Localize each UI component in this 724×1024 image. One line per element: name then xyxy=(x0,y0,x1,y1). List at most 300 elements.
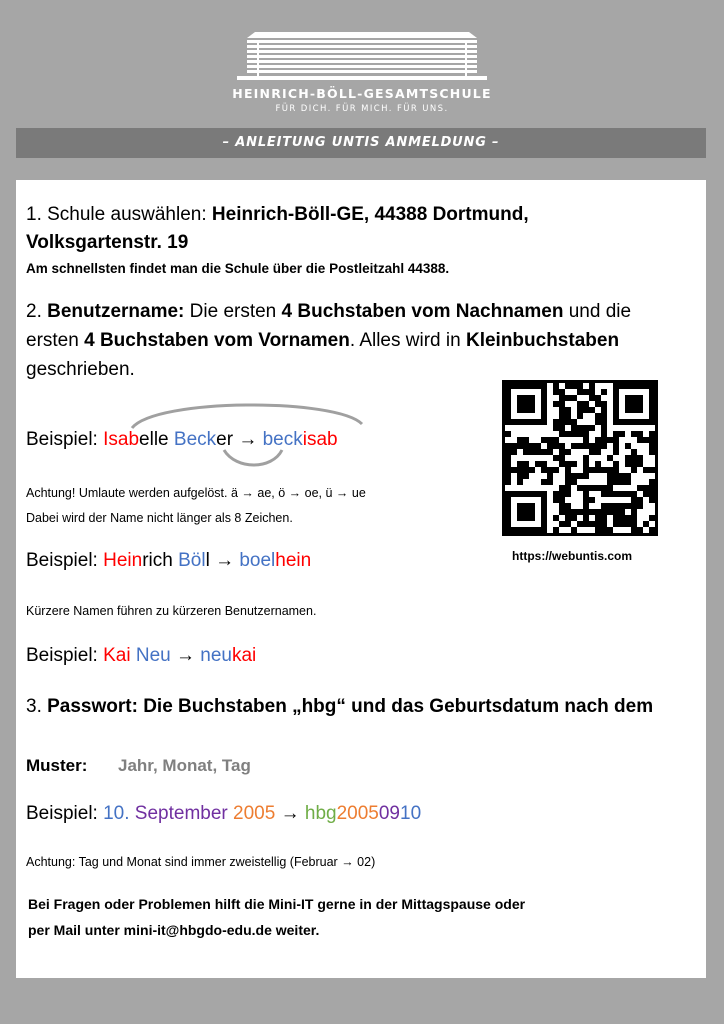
qr-module xyxy=(649,449,655,455)
qr-module xyxy=(649,437,655,443)
example4-result-hbg: hbg xyxy=(304,803,337,824)
qr-module xyxy=(637,461,643,467)
qr-module xyxy=(523,461,529,467)
qr-module xyxy=(523,437,529,443)
qr-module xyxy=(607,437,613,443)
qr-module xyxy=(595,449,601,455)
qr-module xyxy=(553,437,559,443)
qr-module xyxy=(577,425,583,431)
qr-module xyxy=(547,467,553,473)
qr-module xyxy=(565,485,571,491)
qr-module xyxy=(553,455,559,461)
qr-module xyxy=(583,437,589,443)
qr-module xyxy=(631,497,637,503)
step2-line3: geschrieben. xyxy=(26,359,135,380)
qr-module xyxy=(553,419,559,425)
step1-school: Heinrich-Böll-GE, 44388 Dortmund, xyxy=(211,204,529,225)
qr-module xyxy=(601,437,607,443)
example3-arrow: → xyxy=(170,645,201,666)
qr-module xyxy=(619,479,625,485)
qr-module xyxy=(505,449,511,455)
qr-module xyxy=(553,443,559,449)
example1-label: Beispiel: xyxy=(26,429,104,450)
qr-module xyxy=(571,479,577,485)
example4-result-year: 2005 xyxy=(336,803,379,824)
qr-module xyxy=(583,443,589,449)
qr-module xyxy=(523,443,529,449)
qr-module xyxy=(625,479,631,485)
example3-line xyxy=(26,645,256,667)
qr-module xyxy=(601,521,607,527)
qr-module xyxy=(601,443,607,449)
qr-module xyxy=(595,515,601,521)
qr-module xyxy=(595,509,601,515)
qr-module xyxy=(577,443,583,449)
qr-module xyxy=(553,527,559,533)
qr-module xyxy=(505,461,511,467)
qr-module xyxy=(631,527,637,533)
qr-module xyxy=(505,431,511,437)
qr-module xyxy=(505,473,511,479)
qr-module xyxy=(505,467,511,473)
qr-module xyxy=(631,515,637,521)
qr-module xyxy=(625,515,631,521)
qr-module xyxy=(613,461,619,467)
qr-module xyxy=(601,503,607,509)
qr-module xyxy=(631,455,637,461)
qr-module xyxy=(577,383,583,389)
qr-module xyxy=(595,395,601,401)
qr-module xyxy=(571,461,577,467)
qr-module xyxy=(577,413,583,419)
qr-module xyxy=(607,455,613,461)
qr-module xyxy=(607,491,613,497)
example3-label: Beispiel: xyxy=(26,645,104,666)
qr-module xyxy=(649,515,655,521)
qr-module xyxy=(637,431,643,437)
example1-arrow: → xyxy=(233,429,263,450)
qr-module xyxy=(595,461,601,467)
qr-module xyxy=(577,431,583,437)
example4-day: 10. xyxy=(103,803,130,824)
umlaut-note-line1: Achtung! Umlaute werden aufgelöst. ä → ae, ö → oe, ü → ue xyxy=(26,486,366,500)
qr-code[interactable] xyxy=(502,380,658,541)
qr-module xyxy=(559,503,565,509)
qr-module xyxy=(583,485,589,491)
step2-bold2: 4 Buchstaben vom Vornamen xyxy=(84,330,350,351)
qr-module xyxy=(583,509,589,515)
qr-module xyxy=(547,449,553,455)
qr-module xyxy=(637,485,643,491)
step1-hint: Am schnellsten findet man die Schule über die Postleitzahl 44388. xyxy=(26,261,450,276)
qr-module xyxy=(553,389,559,395)
qr-module xyxy=(583,467,589,473)
qr-module xyxy=(589,509,595,515)
example3-result-b: kai xyxy=(231,645,257,666)
qr-module xyxy=(547,473,553,479)
qr-module xyxy=(625,473,631,479)
qr-module xyxy=(577,485,583,491)
qr-module xyxy=(559,443,565,449)
qr-module xyxy=(637,527,643,533)
example1-result-a: beck xyxy=(262,429,303,450)
qr-module xyxy=(553,497,559,503)
qr-module xyxy=(583,515,589,521)
qr-module xyxy=(547,479,553,485)
qr-module xyxy=(583,431,589,437)
qr-module xyxy=(541,467,547,473)
qr-module xyxy=(565,467,571,473)
qr-module xyxy=(565,473,571,479)
qr-module xyxy=(625,503,631,509)
school-name: HEINRICH-BÖLL-GESAMTSCHULE xyxy=(232,86,492,101)
example4-line xyxy=(26,803,421,825)
qr-module xyxy=(565,395,571,401)
example2-arrow: → xyxy=(209,550,240,571)
qr-module xyxy=(589,467,595,473)
qr-module xyxy=(595,419,601,425)
qr-module xyxy=(613,521,619,527)
example4-label: Beispiel: xyxy=(26,803,104,824)
qr-module xyxy=(583,503,589,509)
qr-module xyxy=(541,437,547,443)
qr-module xyxy=(619,503,625,509)
qr-module xyxy=(559,455,565,461)
step3-text: Passwort: Die Buchstaben „hbg“ und das Geburtsdatum nach dem xyxy=(47,696,654,717)
qr-module xyxy=(571,443,577,449)
qr-module xyxy=(565,383,571,389)
qr-finder xyxy=(625,395,643,413)
qr-module xyxy=(559,413,565,419)
qr-module xyxy=(571,431,577,437)
qr-module xyxy=(619,521,625,527)
qr-code-icon xyxy=(502,380,658,536)
qr-module xyxy=(607,479,613,485)
qr-module xyxy=(625,521,631,527)
qr-module xyxy=(565,461,571,467)
qr-module xyxy=(565,407,571,413)
qr-module xyxy=(631,461,637,467)
example4-arrow: → xyxy=(275,803,305,824)
qr-module xyxy=(565,449,571,455)
qr-module xyxy=(643,467,649,473)
qr-module xyxy=(577,473,583,479)
qr-module xyxy=(631,521,637,527)
qr-module xyxy=(553,425,559,431)
qr-module xyxy=(637,455,643,461)
school-logo xyxy=(0,30,724,86)
example2-line xyxy=(26,550,311,572)
qr-module xyxy=(565,521,571,527)
qr-module xyxy=(559,431,565,437)
qr-module xyxy=(619,491,625,497)
step2-prefix: 2. xyxy=(26,301,48,322)
qr-module xyxy=(559,401,565,407)
qr-module xyxy=(517,479,523,485)
qr-module xyxy=(559,461,565,467)
qr-module xyxy=(583,461,589,467)
qr-module xyxy=(523,473,529,479)
qr-module xyxy=(619,515,625,521)
qr-module xyxy=(601,467,607,473)
qr-module xyxy=(607,485,613,491)
qr-module xyxy=(523,449,529,455)
qr-module xyxy=(595,527,601,533)
qr-module xyxy=(601,401,607,407)
qr-module xyxy=(559,395,565,401)
step2-bold1: 4 Buchstaben vom Nachnamen xyxy=(281,301,564,322)
qr-module xyxy=(613,509,619,515)
example1-first-a: Isab xyxy=(103,429,140,450)
example1-last-b: er xyxy=(216,429,234,450)
qr-module xyxy=(517,467,523,473)
qr-module xyxy=(571,419,577,425)
step2-bold3: Kleinbuchstaben xyxy=(465,330,620,351)
qr-module xyxy=(607,527,613,533)
qr-module xyxy=(601,515,607,521)
qr-module xyxy=(517,443,523,449)
step3-line xyxy=(26,696,653,718)
qr-module xyxy=(577,407,583,413)
qr-module xyxy=(505,479,511,485)
qr-module xyxy=(637,497,643,503)
qr-module xyxy=(613,443,619,449)
qr-module xyxy=(613,515,619,521)
qr-module xyxy=(649,491,655,497)
qr-module xyxy=(577,509,583,515)
example2-label: Beispiel: xyxy=(26,550,104,571)
example4-month: September xyxy=(129,803,228,824)
step2-text4: . Alles wird in xyxy=(349,330,466,351)
qr-module xyxy=(595,467,601,473)
example2-first-b: rich xyxy=(142,550,179,571)
qr-module xyxy=(589,449,595,455)
qr-module xyxy=(619,431,625,437)
qr-module xyxy=(649,527,655,533)
step2-label: Benutzername: xyxy=(47,301,185,322)
qr-module xyxy=(625,461,631,467)
qr-module xyxy=(517,437,523,443)
qr-module xyxy=(589,443,595,449)
qr-module xyxy=(601,389,607,395)
qr-module xyxy=(511,443,517,449)
qr-module xyxy=(583,455,589,461)
qr-module xyxy=(517,461,523,467)
qr-module xyxy=(571,383,577,389)
qr-module xyxy=(631,491,637,497)
qr-module xyxy=(565,431,571,437)
example1-line xyxy=(26,429,338,451)
qr-module xyxy=(631,449,637,455)
qr-module xyxy=(559,491,565,497)
qr-module xyxy=(637,437,643,443)
school-slogan: FÜR DICH. FÜR MICH. FÜR UNS. xyxy=(275,104,449,114)
qr-module xyxy=(565,515,571,521)
qr-module xyxy=(559,419,565,425)
qr-module xyxy=(529,443,535,449)
qr-module xyxy=(601,485,607,491)
step2-text3: ersten xyxy=(26,330,85,351)
qr-module xyxy=(613,437,619,443)
qr-module xyxy=(601,419,607,425)
qr-module xyxy=(559,521,565,527)
example3-result-a: neu xyxy=(200,645,232,666)
qr-module xyxy=(565,479,571,485)
digits-note: Achtung: Tag und Monat sind immer zweistellig (Februar → 02) xyxy=(26,855,376,869)
qr-module xyxy=(649,485,655,491)
qr-module xyxy=(649,467,655,473)
qr-module xyxy=(553,467,559,473)
qr-module xyxy=(559,389,565,395)
qr-module xyxy=(595,443,601,449)
qr-module xyxy=(649,443,655,449)
qr-module xyxy=(565,509,571,515)
qr-module xyxy=(553,491,559,497)
umlaut-note-line2: Dabei wird der Name nicht länger als 8 Zeichen. xyxy=(26,511,293,525)
example2-last-b: l xyxy=(205,550,210,571)
qr-module xyxy=(613,479,619,485)
qr-module xyxy=(601,407,607,413)
qr-module xyxy=(589,407,595,413)
example2-result-a: boel xyxy=(239,550,276,571)
example1-last-a: Beck xyxy=(173,429,217,450)
qr-module xyxy=(535,449,541,455)
instruction-card xyxy=(16,180,706,978)
qr-module xyxy=(583,521,589,527)
qr-module xyxy=(631,467,637,473)
qr-module xyxy=(595,521,601,527)
example4-result-month: 09 xyxy=(378,803,400,824)
qr-module xyxy=(601,431,607,437)
qr-module xyxy=(583,401,589,407)
footer-line1: Bei Fragen oder Problemen hilft die Mini-IT gerne in der Mittagspause oder xyxy=(28,896,526,912)
pattern-label: Muster: xyxy=(26,756,88,775)
qr-module xyxy=(595,485,601,491)
qr-module xyxy=(553,383,559,389)
qr-module xyxy=(589,425,595,431)
qr-module xyxy=(607,473,613,479)
qr-module xyxy=(583,491,589,497)
qr-module xyxy=(571,509,577,515)
qr-module xyxy=(565,413,571,419)
qr-module xyxy=(577,389,583,395)
qr-module xyxy=(571,527,577,533)
qr-module xyxy=(559,407,565,413)
step2-text1: Die ersten xyxy=(184,301,282,322)
qr-module xyxy=(643,485,649,491)
footer-line2: per Mail unter mini-it@hbgdo-edu.de weiter. xyxy=(28,922,320,938)
qr-module xyxy=(625,455,631,461)
qr-module xyxy=(649,431,655,437)
example1-result-b: isab xyxy=(302,429,338,450)
qr-module xyxy=(589,521,595,527)
qr-module xyxy=(631,431,637,437)
qr-finder xyxy=(517,503,535,521)
qr-module xyxy=(511,449,517,455)
qr-module xyxy=(583,407,589,413)
example2-last-a: Böl xyxy=(178,550,206,571)
qr-module xyxy=(559,425,565,431)
qr-module xyxy=(589,389,595,395)
qr-module xyxy=(619,473,625,479)
qr-module xyxy=(601,491,607,497)
qr-module xyxy=(589,383,595,389)
example3-first: Kai xyxy=(103,645,131,666)
qr-module xyxy=(541,461,547,467)
qr-module xyxy=(613,473,619,479)
qr-module xyxy=(535,461,541,467)
qr-module xyxy=(559,485,565,491)
qr-module xyxy=(529,449,535,455)
qr-module xyxy=(625,491,631,497)
example4-result-day: 10 xyxy=(400,803,422,824)
qr-module xyxy=(649,497,655,503)
example1-first-b: elle xyxy=(139,429,174,450)
qr-module xyxy=(583,473,589,479)
qr-module xyxy=(595,437,601,443)
qr-module xyxy=(601,413,607,419)
qr-module xyxy=(643,437,649,443)
example4-year: 2005 xyxy=(227,803,276,824)
qr-module xyxy=(535,443,541,449)
qr-module xyxy=(505,455,511,461)
qr-module xyxy=(553,401,559,407)
step1-line1 xyxy=(26,204,529,226)
qr-module xyxy=(571,473,577,479)
step1-street: Volksgartenstr. 19 xyxy=(26,232,189,253)
example3-last: Neu xyxy=(135,645,171,666)
qr-module xyxy=(595,401,601,407)
qr-module xyxy=(607,503,613,509)
qr-module xyxy=(619,509,625,515)
qr-module xyxy=(643,491,649,497)
qr-module xyxy=(607,509,613,515)
qr-module xyxy=(511,467,517,473)
qr-module xyxy=(517,473,523,479)
qr-module xyxy=(547,437,553,443)
short-names-note: Kürzere Namen führen zu kürzeren Benutzernamen. xyxy=(26,604,317,618)
qr-module xyxy=(529,467,535,473)
qr-module xyxy=(571,395,577,401)
step1-prefix: 1. Schule auswählen: xyxy=(26,204,212,225)
school-building-icon xyxy=(237,30,487,86)
qr-module xyxy=(523,467,529,473)
qr-module xyxy=(637,503,643,509)
qr-module xyxy=(559,497,565,503)
qr-module xyxy=(583,425,589,431)
qr-module xyxy=(589,395,595,401)
qr-module xyxy=(601,527,607,533)
qr-module xyxy=(583,497,589,503)
qr-module xyxy=(595,413,601,419)
qr-module xyxy=(601,425,607,431)
qr-module xyxy=(559,449,565,455)
qr-module xyxy=(649,479,655,485)
page-title: – ANLEITUNG UNTIS ANMELDUNG – xyxy=(16,128,706,158)
qr-module xyxy=(613,449,619,455)
qr-module xyxy=(643,521,649,527)
qr-caption: https://webuntis.com xyxy=(512,549,632,563)
qr-module xyxy=(583,389,589,395)
step2-text2: und die xyxy=(563,301,632,322)
qr-module xyxy=(613,431,619,437)
step3-prefix: 3. xyxy=(26,696,48,717)
qr-module xyxy=(589,485,595,491)
qr-module xyxy=(541,479,547,485)
qr-module xyxy=(601,509,607,515)
qr-module xyxy=(613,467,619,473)
example2-result-b: hein xyxy=(275,550,312,571)
